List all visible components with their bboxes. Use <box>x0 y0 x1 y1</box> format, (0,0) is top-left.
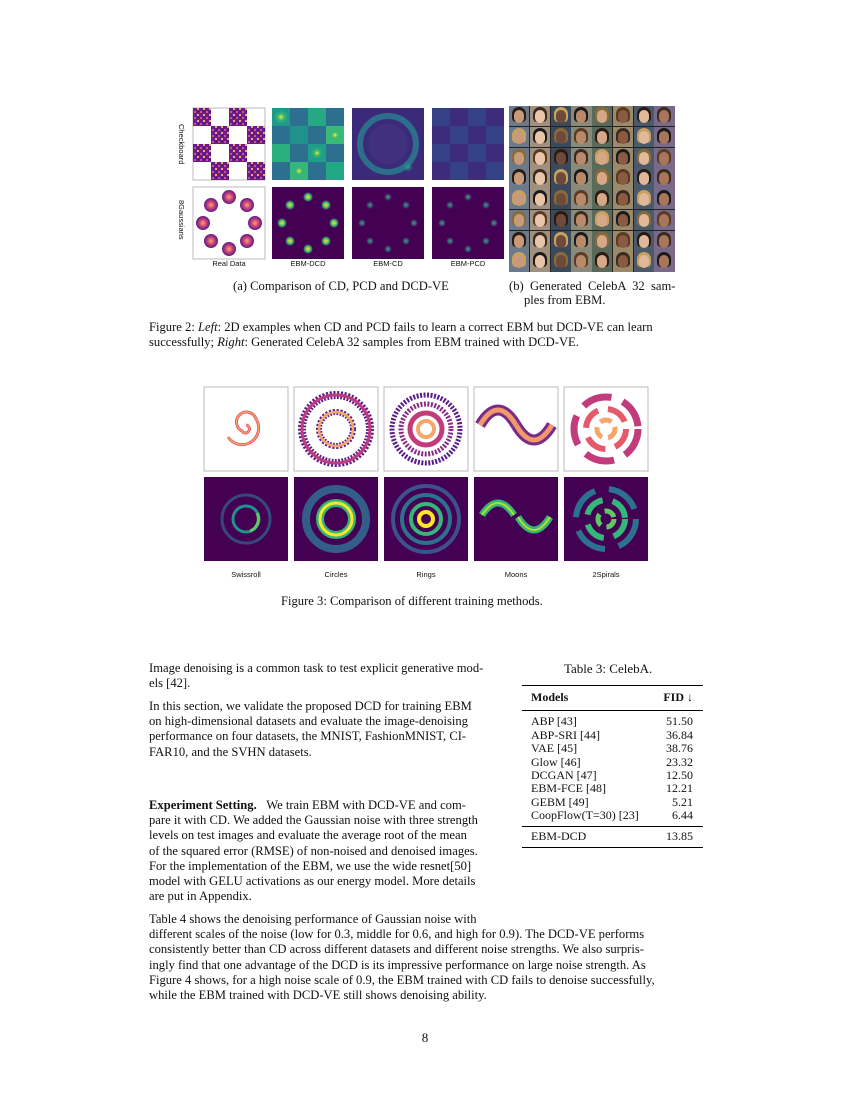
table3-row <box>522 729 703 742</box>
table3-header-row <box>522 691 703 704</box>
page-number: 8 <box>421 1030 429 1045</box>
figure2-caption-right: Right <box>217 335 245 349</box>
paragraph-experiment-setting: Experiment Setting. We train EBM with DCD-VE and com- pare it with CD. We added the Gaussian noise with three strength levels on test images and evaluate the average root of the mean of the squared error (RMSE) of non-noised and denoised images. For the implementation of the EBM, we use the wide resnet[50] model with GELU activations as our energy model. More details are put in Appendix. <box>149 798 478 904</box>
table3-header-fid: FID ↓ <box>663 690 693 704</box>
celeba-face-thumbnail <box>592 106 612 126</box>
celeba-face-thumbnail <box>530 168 550 188</box>
swissroll-scatter <box>204 387 288 471</box>
celeba-face-thumbnail <box>509 148 529 168</box>
celeba-face-thumbnail <box>654 210 674 230</box>
celeba-face-thumbnail <box>634 210 654 230</box>
figure2-caption-left: Left <box>197 320 218 334</box>
swissroll-density <box>204 477 288 561</box>
celeba-face-thumbnail <box>509 189 529 209</box>
figure2-caption <box>149 320 709 350</box>
celeba-face-thumbnail <box>530 231 550 251</box>
celeba-face-thumbnail <box>551 148 571 168</box>
celeba-face-thumbnail <box>654 106 674 126</box>
table3-cell-model: GEBM [49] <box>531 794 589 809</box>
figure2-caption-part1: : 2D examples when CD and PCD fails to learn a correct EBM but DCD-VE can learn <box>217 320 653 334</box>
celeba-face-thumbnail <box>530 251 550 271</box>
figure2-caption-part2-end: : Generated CelebA 32 samples from EBM trained with DCD-VE. <box>244 335 579 349</box>
table3-row <box>522 756 703 769</box>
celeba-face-thumbnail <box>530 210 550 230</box>
celeba-face-thumbnail <box>509 210 529 230</box>
celeba-face-thumbnail <box>613 251 633 271</box>
table3-cell-fid: 38.76 <box>666 741 693 756</box>
celeba-face-thumbnail <box>654 189 674 209</box>
celeba-face-thumbnail <box>613 189 633 209</box>
celeba-face-thumbnail <box>571 106 591 126</box>
celeba-face-thumbnail <box>571 189 591 209</box>
table3-cell-fid: 36.84 <box>666 727 693 742</box>
celeba-face-thumbnail <box>613 231 633 251</box>
col-label-ebm-cd: EBM-CD <box>373 259 403 268</box>
celeba-face-thumbnail <box>509 251 529 271</box>
celeba-face-thumbnail <box>613 168 633 188</box>
table3-cell-model: ABP [43] <box>531 714 577 729</box>
8gaussians-ebm-pcd <box>432 187 504 259</box>
celeba-face-thumbnail <box>571 231 591 251</box>
celeba-face-thumbnail <box>551 189 571 209</box>
table3-cell-fid: 13.85 <box>666 828 693 843</box>
celeba-face-thumbnail <box>634 148 654 168</box>
circles-scatter <box>294 387 378 471</box>
table3-cell-model: EBM-DCD <box>531 828 587 843</box>
moons-scatter <box>474 387 558 471</box>
celeba-face-thumbnail <box>571 251 591 271</box>
celeba-face-thumbnail <box>551 231 571 251</box>
celeba-face-thumbnail <box>592 251 612 271</box>
figure2-caption-part2-start: successfully; <box>149 335 215 349</box>
table3-cell-model: EBM-FCE [48] <box>531 781 606 796</box>
celeba-face-thumbnail <box>654 148 674 168</box>
celeba-face-thumbnail <box>654 127 674 147</box>
table3-cell-fid: 12.21 <box>666 781 693 796</box>
celeba-face-thumbnail <box>613 127 633 147</box>
table3-header-models: Models <box>531 690 569 704</box>
label-swissroll: Swissroll <box>231 570 261 579</box>
celeba-face-thumbnail <box>592 168 612 188</box>
celeba-face-thumbnail <box>592 189 612 209</box>
col-label-real-data: Real Data <box>212 259 246 268</box>
celeba-face-thumbnail <box>592 148 612 168</box>
celeba-face-thumbnail <box>613 148 633 168</box>
paragraph-intro: Image denoising is a common task to test explicit generative mod- els [42]. <box>149 661 484 691</box>
celeba-face-thumbnail <box>530 106 550 126</box>
table3-row <box>522 782 703 795</box>
celeba-face-thumbnail <box>654 168 674 188</box>
celeba-face-thumbnail <box>592 231 612 251</box>
label-2spirals: 2Spirals <box>592 570 620 579</box>
table3-row <box>522 715 703 728</box>
celeba-face-thumbnail <box>551 251 571 271</box>
table3-cell-fid: 6.44 <box>672 808 693 823</box>
celeba-face-thumbnail <box>654 231 674 251</box>
moons-density <box>474 477 558 561</box>
col-label-ebm-dcd: EBM-DCD <box>290 259 326 268</box>
celeba-face-thumbnail <box>613 210 633 230</box>
checkboard-ebm-pcd <box>432 108 504 180</box>
table3-cell-fid: 51.50 <box>666 714 693 729</box>
figure2-caption-prefix: Figure 2: <box>149 320 195 334</box>
table3-row <box>522 809 703 822</box>
checkboard-real-data <box>193 108 265 180</box>
celeba-face-thumbnail <box>551 106 571 126</box>
celeba-face-thumbnail <box>634 127 654 147</box>
2spirals-density <box>564 477 648 561</box>
celeba-face-thumbnail <box>530 189 550 209</box>
row-label-8gaussians: 8Gaussians <box>177 200 186 240</box>
celeba-face-thumbnail <box>592 127 612 147</box>
celeba-face-thumbnail <box>634 251 654 271</box>
figure2-panel-a <box>176 105 506 275</box>
celeba-face-thumbnail <box>551 127 571 147</box>
table3-row <box>522 742 703 755</box>
paragraph-section: In this section, we validate the proposed DCD for training EBM on high-dimensional datasets and evaluate the image-denoising performance on four datasets, the MNIST, FashionMNIST, CI- FAR10, and the SVHN datasets. <box>149 699 472 759</box>
celeba-face-thumbnail <box>551 210 571 230</box>
row-label-checkboard: Checkboard <box>177 124 186 165</box>
celeba-face-thumbnail <box>509 106 529 126</box>
table3-row <box>522 796 703 809</box>
label-circles: Circles <box>324 570 348 579</box>
celeba-face-thumbnail <box>634 106 654 126</box>
celeba-face-thumbnail <box>634 189 654 209</box>
col-label-ebm-pcd: EBM-PCD <box>450 259 486 268</box>
checkboard-ebm-cd <box>352 108 424 180</box>
celeba-face-thumbnail <box>571 168 591 188</box>
celeba-face-thumbnail <box>509 168 529 188</box>
table3-cell-model: DCGAN [47] <box>531 768 597 783</box>
celeba-face-thumbnail <box>592 210 612 230</box>
table3-cell-model: ABP-SRI [44] <box>531 727 601 742</box>
label-moons: Moons <box>504 570 528 579</box>
celeba-face-thumbnail <box>634 168 654 188</box>
circles-density <box>294 477 378 561</box>
label-rings: Rings <box>416 570 436 579</box>
table3-cell-model: CoopFlow(T=30) [23] <box>531 808 639 823</box>
table3-cell-fid: 5.21 <box>672 794 693 809</box>
rings-scatter <box>384 387 468 471</box>
celeba-face-thumbnail <box>530 148 550 168</box>
table3-cell-model: VAE [45] <box>531 741 578 756</box>
2spirals-scatter <box>564 387 648 471</box>
celeba-face-thumbnail <box>530 127 550 147</box>
figure3-caption: Figure 3: Comparison of different training methods. <box>281 594 543 608</box>
celeba-face-thumbnail <box>654 251 674 271</box>
8gaussians-ebm-dcd <box>272 187 344 259</box>
celeba-face-thumbnail <box>571 148 591 168</box>
table3-cell-model: Glow [46] <box>531 754 581 769</box>
figure2-caption-a: (a) Comparison of CD, PCD and DCD-VE <box>233 279 449 293</box>
8gaussians-real-data <box>193 187 265 259</box>
table3 <box>522 685 703 848</box>
8gaussians-ebm-cd <box>352 187 424 259</box>
celeba-face-thumbnail <box>613 106 633 126</box>
table3-cell-fid: 23.32 <box>666 754 693 769</box>
table3-caption: Table 3: CelebA. <box>564 661 653 676</box>
paragraph-table4: Table 4 shows the denoising performance of Gaussian noise with different scales of the noise (low for 0.3, middle for 0.6, and high for 0.9). The DCD-VE performs consistently better than CD across different datasets and different noise strengths. We also surpris- ingly find that one advantage of the DCD is its impressive performance on large noise strength. As Figure 4 shows, for a high noise scale of 0.9, the EBM trained with CD fails to denoise successfully, while the EBM trained with DCD-VE still shows denoising ability. <box>149 912 655 1003</box>
celeba-face-thumbnail <box>571 127 591 147</box>
celeba-face-thumbnail <box>509 127 529 147</box>
figure2-caption-b-line2: ples from EBM. <box>524 293 606 307</box>
celeba-face-thumbnail <box>571 210 591 230</box>
celeba-face-thumbnail <box>551 168 571 188</box>
celeba-samples-grid <box>509 106 675 272</box>
celeba-face-thumbnail <box>509 231 529 251</box>
celeba-face-thumbnail <box>634 231 654 251</box>
figure2-caption-b-line1: (b) Generated CelebA 32 sam- <box>509 279 676 293</box>
table3-cell-fid: 12.50 <box>666 768 693 783</box>
figure3-panels <box>200 385 650 565</box>
rings-density <box>384 477 468 561</box>
table3-row <box>522 769 703 782</box>
table3-row-ebm-dcd <box>522 830 703 843</box>
experiment-setting-heading: Experiment Setting. <box>149 798 257 812</box>
checkboard-ebm-dcd <box>272 108 344 180</box>
